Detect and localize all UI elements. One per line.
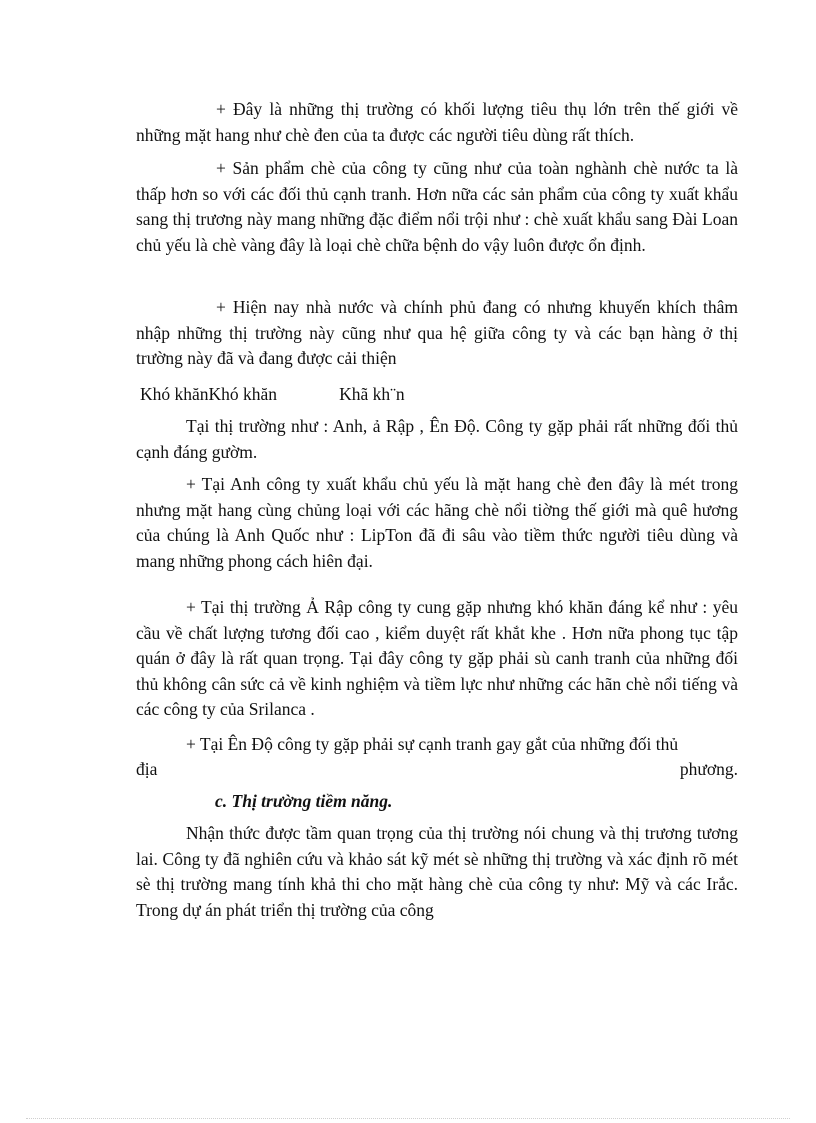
- paragraph-7-last-line: [136, 759, 738, 780]
- kho-khan-a: Khó khăn: [140, 384, 209, 404]
- kho-khan-b: Khó khăn: [208, 384, 278, 404]
- paragraph-7-right: phương.: [679, 759, 738, 779]
- section-heading: c. Thị trường tiềm năng.: [215, 791, 393, 811]
- paragraph-6: + Tại thị trường Ả Rập công ty cung gặp nhưng khó khăn đáng kể như : yêu cầu về chất lượng tương đối cao , kiểm duyệt rất khắt khe . Hơn nữa phong tục tập quán ở đây là rất quan trọng. Tại đây công ty gặp phải sù canh tranh của những đối thủ không cân sức cả về kinh nghiệm và tiềm lực như những các hãn chè nổi tiếng và các công ty của Srilanca .: [136, 597, 738, 719]
- paragraph-2: + Sản phẩm chè của công ty cũng như của toàn nghành chè nước ta là thấp hơn so với các đối thủ cạnh tranh. Hơn nữa các sản phẩm của công ty xuất khẩu sang thị trương này mang những đặc điểm nổi trội như : chè xuất khẩu sang Đài Loan chủ yếu là chè vàng đây là loại chè chữa bệnh do vậy luôn được ổn định.: [136, 158, 738, 255]
- paragraph-4: Tại thị trường như : Anh, ả Rập , Ên Độ. Công ty gặp phải rất những đối thủ cạnh đáng gườm.: [136, 416, 738, 462]
- kho-khan-heading: [140, 384, 740, 405]
- paragraph-7-left: địa: [136, 759, 158, 779]
- paragraph-8: Nhận thức được tầm quan trọng của thị trường nói chung và thị trương tương lai. Công ty đã nghiên cứu và khảo sát kỹ mét sè những thị trường và xác định rõ mét sè thị trường mang tính khả thi cho mặt hàng chè của công ty như: Mỹ và các Irắc. Trong dự án phát triển thị trường của công: [136, 823, 738, 920]
- page-bottom-border: [26, 1118, 790, 1119]
- kho-khan-c: Khã kh¨n: [339, 384, 405, 404]
- paragraph-7: + Tại Ên Độ công ty gặp phải sự cạnh tranh gay gắt của những đối thủ: [186, 734, 679, 754]
- paragraph-3: + Hiện nay nhà nước và chính phủ đang có nhưng khuyến khích thâm nhập những thị trường này cũng như qua hệ giữa công ty và các bạn hàng ở thị trường này đã và đang được cải thiện: [136, 297, 738, 368]
- paragraph-1: + Đây là những thị trường có khối lượng tiêu thụ lớn trên thế giới về những mặt hang như chè đen của ta được các người tiêu dùng rất thích.: [136, 99, 738, 145]
- paragraph-5: + Tại Anh công ty xuất khẩu chủ yếu là mặt hang chè đen đây là mét trong nhưng mặt hang cùng chủng loại với các hãng chè nổi tiờng thế giới mà quê hương của chúng là Anh Quốc như : LipTon đã đi sâu vào tiềm thức người tiêu dùng và mang những phong cách hiên đại.: [136, 474, 738, 571]
